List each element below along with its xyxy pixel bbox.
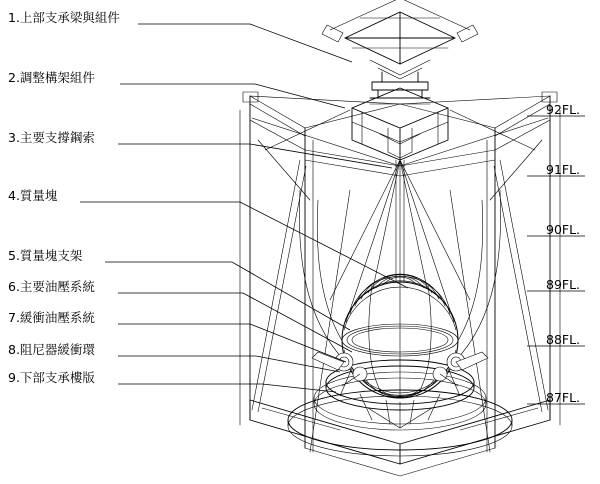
callout-label-9: 9.下部支承樓版 (8, 370, 95, 385)
callout-label-7: 7.緩衝油壓系統 (8, 310, 95, 325)
floor-label-87: 87FL. (546, 390, 581, 405)
floor-label-88: 88FL. (546, 332, 581, 347)
floor-label-92: 92FL. (546, 102, 581, 117)
callout-label-4: 4.質量塊 (8, 188, 58, 203)
callout-label-3: 3.主要支撐鋼索 (8, 130, 95, 145)
callout-label-8: 8.阻尼器緩衝環 (8, 342, 95, 357)
callout-label-6: 6.主要油壓系統 (8, 279, 95, 294)
callout-label-2: 2.調整構架組件 (8, 70, 95, 85)
floor-tick-lines (527, 116, 585, 404)
floor-label-89: 89FL. (546, 277, 581, 292)
callout-label-1: 1.上部支承梁與組件 (8, 10, 120, 25)
floor-label-90: 90FL. (546, 222, 581, 237)
callout-label-5: 5.質量塊支架 (8, 248, 83, 263)
floor-label-91: 91FL. (546, 162, 581, 177)
